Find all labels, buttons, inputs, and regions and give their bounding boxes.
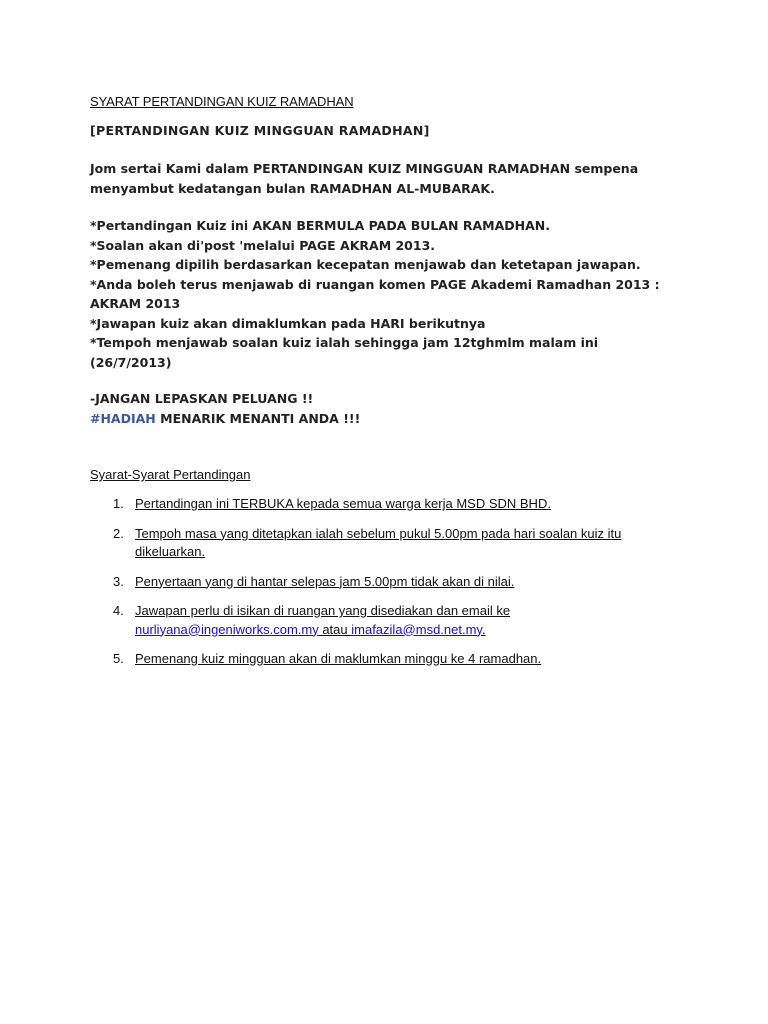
hadiah-hashtag-link[interactable]: #HADIAH	[90, 410, 156, 426]
rule-line: AKRAM 2013	[90, 296, 181, 311]
closing-line-rest: MENARIK MENANTI ANDA !!!	[155, 410, 361, 426]
list-item	[90, 495, 650, 514]
list-item	[90, 525, 650, 562]
rule-line: *Pertandingan Kuiz ini AKAN BERMULA PADA BULAN RAMADHAN.	[90, 218, 550, 233]
item-text: Pemenang kuiz mingguan akan di maklumkan minggu ke 4 ramadhan.	[135, 651, 542, 666]
item-text: Penyertaan yang di hantar selepas jam 5.00pm tidak akan di nilai.	[135, 573, 515, 589]
item-text-after: .	[481, 621, 486, 637]
item-number: 2.	[113, 525, 124, 541]
item-text-before: Jawapan perlu di isikan di ruangan yang disediakan dan email ke	[135, 603, 511, 618]
rule-line: *Anda boleh terus menjawab di ruangan komen PAGE Akademi Ramadhan 2013 :	[90, 276, 660, 292]
email-link-nurliyana[interactable]: nurliyana@ingeniworks.com.my	[135, 621, 319, 637]
intro-line: menyambut kedatangan bulan RAMADHAN AL-MUBARAK.	[90, 180, 495, 196]
rules-list	[90, 216, 690, 372]
quiz-heading: [PERTANDINGAN KUIZ MINGGUAN RAMADHAN]	[90, 123, 430, 138]
intro-line: Jom sertai Kami dalam PERTANDINGAN KUIZ MINGGUAN RAMADHAN sempena	[90, 161, 639, 176]
item-text-mid: atau	[318, 621, 352, 637]
list-item	[90, 650, 650, 669]
item-text	[135, 602, 650, 639]
list-item	[90, 602, 650, 639]
document-title: SYARAT PERTANDINGAN KUIZ RAMADHAN	[90, 94, 354, 109]
rule-line: *Tempoh menjawab soalan kuiz ialah sehingga jam 12tghmlm malam ini	[90, 335, 599, 350]
conditions-list	[90, 495, 650, 680]
item-number: 1.	[113, 496, 124, 511]
closing-line: -JANGAN LEPASKAN PELUANG !!	[90, 391, 314, 406]
list-item	[90, 573, 650, 592]
rule-line: *Jawapan kuiz akan dimaklumkan pada HARI berikutnya	[90, 315, 486, 331]
rule-line: (26/7/2013)	[90, 354, 172, 370]
rule-line: *Soalan akan di'post 'melalui PAGE AKRAM 2013.	[90, 237, 436, 253]
intro-paragraph	[90, 159, 690, 198]
email-link-imafazila[interactable]: imafazila@msd.net.my	[351, 621, 482, 637]
item-number: 3.	[113, 573, 124, 589]
section-title: Syarat-Syarat Pertandingan	[90, 467, 251, 482]
closing-line-prize	[90, 409, 690, 429]
item-text: Pertandingan ini TERBUKA kepada semua warga kerja MSD SDN BHD.	[135, 496, 551, 511]
item-number: 4.	[113, 603, 124, 618]
item-text: Tempoh masa yang ditetapkan ialah sebelum pukul 5.00pm pada hari soalan kuiz itu dikeluarkan.	[135, 525, 622, 559]
closing-message	[90, 389, 690, 428]
rule-line: *Pemenang dipilih berdasarkan kecepatan menjawab dan ketetapan jawapan.	[90, 257, 641, 272]
item-number: 5.	[113, 651, 124, 666]
